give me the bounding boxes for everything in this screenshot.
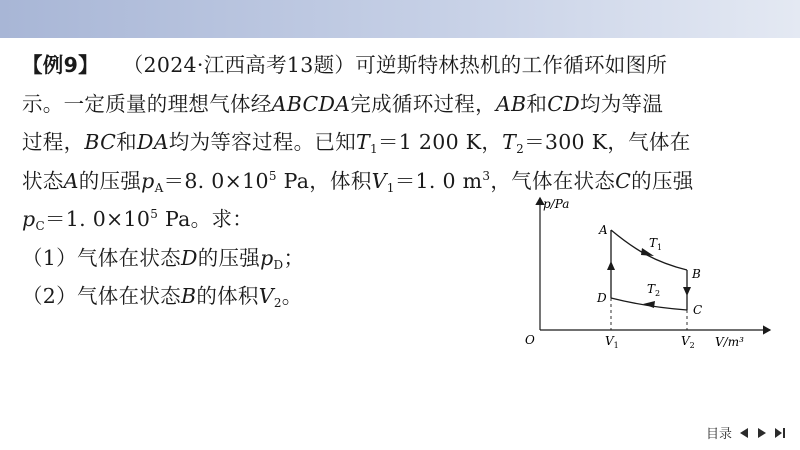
text-segment: （1）气体在状态 [22,245,181,270]
text-segment: Pa。求： [158,207,254,231]
pressure-value: ＝8. 0×10 [163,168,269,193]
pressure-value: ＝1. 0×10 [44,207,151,231]
prev-slide-icon[interactable] [738,427,750,439]
text-segment: ，气体在状态 [490,168,616,193]
point-b-label: B [692,267,701,281]
text-segment: 和 [116,130,137,154]
exponent: 5 [150,207,159,221]
subscript: 2 [516,142,525,156]
problem-source: （2024·江西高考13题） [132,53,356,77]
pressure-symbol: p [22,207,36,231]
subscript: 1 [386,180,395,195]
process-cd: CD [547,91,580,116]
state-label: B [180,284,197,308]
y-axis-label: p/Pa [543,197,570,211]
text-segment: Pa，体积 [276,168,372,193]
state-label: A [63,168,79,193]
temp-symbol: T [502,130,517,154]
state-label: C [615,168,632,193]
text-segment: 过程， [22,130,85,154]
problem-line-2 [22,85,782,124]
origin-label: O [525,333,535,347]
curve-t1-label: $T_1$ [649,236,663,252]
slide-nav [706,423,786,442]
process-da: DA [136,130,169,154]
volume-symbol: V [258,284,274,308]
tick-v1-label: $V_1$ [605,334,619,350]
text-segment: （2）气体在状态 [22,284,181,308]
volume-symbol: V [371,168,387,193]
text-segment: 。 [281,284,303,308]
text-segment: 的体积 [196,284,259,308]
temp-value: ＝300 K，气体在 [524,130,691,154]
subscript: D [273,257,284,272]
header-band [0,0,800,38]
process-bc: BC [84,130,117,154]
menu-button[interactable]: 目录 [705,427,732,442]
exponent: 3 [482,168,491,183]
state-label: D [180,245,198,270]
process-bc-arrow [683,287,691,296]
tick-v2-label: $V_2$ [681,334,695,350]
isotherm-t2-arrow [643,301,655,308]
volume-value: ＝1. 0 m [394,168,483,193]
text-segment: 状态 [22,168,64,193]
exponent: 5 [268,168,277,183]
text-segment: 均为等温 [579,91,664,116]
subscript: C [35,219,45,233]
problem-line-3 [22,123,782,162]
subscript: 2 [273,296,282,310]
text-segment: 的压强 [197,245,261,270]
temp-value: ＝1 200 K， [377,130,503,154]
pressure-symbol: p [260,245,274,270]
point-a-label: A [599,223,608,237]
point-d-label: D [597,291,607,305]
next-slide-icon[interactable] [756,427,768,439]
subscript: 1 [369,142,378,156]
pressure-symbol: p [141,168,155,193]
cycle-label: ABCDA [271,91,351,116]
curve-t2-label: $T_2$ [647,282,661,298]
x-axis-label: V/m³ [715,335,744,349]
text-segment: 的压强 [631,168,694,193]
last-slide-icon[interactable] [774,427,786,439]
problem-line-1 [22,46,782,85]
text-segment: 的压强 [78,168,142,193]
text-segment: 均为等容过程。已知 [168,130,356,154]
subscript: A [154,180,164,195]
example-tag: 【例9】 [22,53,99,77]
pv-diagram [515,190,795,350]
text-segment: 完成循环过程， [350,91,496,116]
text-segment: 和 [526,91,548,116]
process-ab: AB [495,91,527,116]
process-da-arrow [607,261,615,270]
text-segment: 示。一定质量的理想气体经 [22,91,272,116]
point-c-label: C [693,303,703,317]
text-segment: ； [283,245,305,270]
problem-text-l1: 可逆斯特林热机的工作循环如图所 [355,53,668,77]
temp-symbol: T [356,130,370,154]
